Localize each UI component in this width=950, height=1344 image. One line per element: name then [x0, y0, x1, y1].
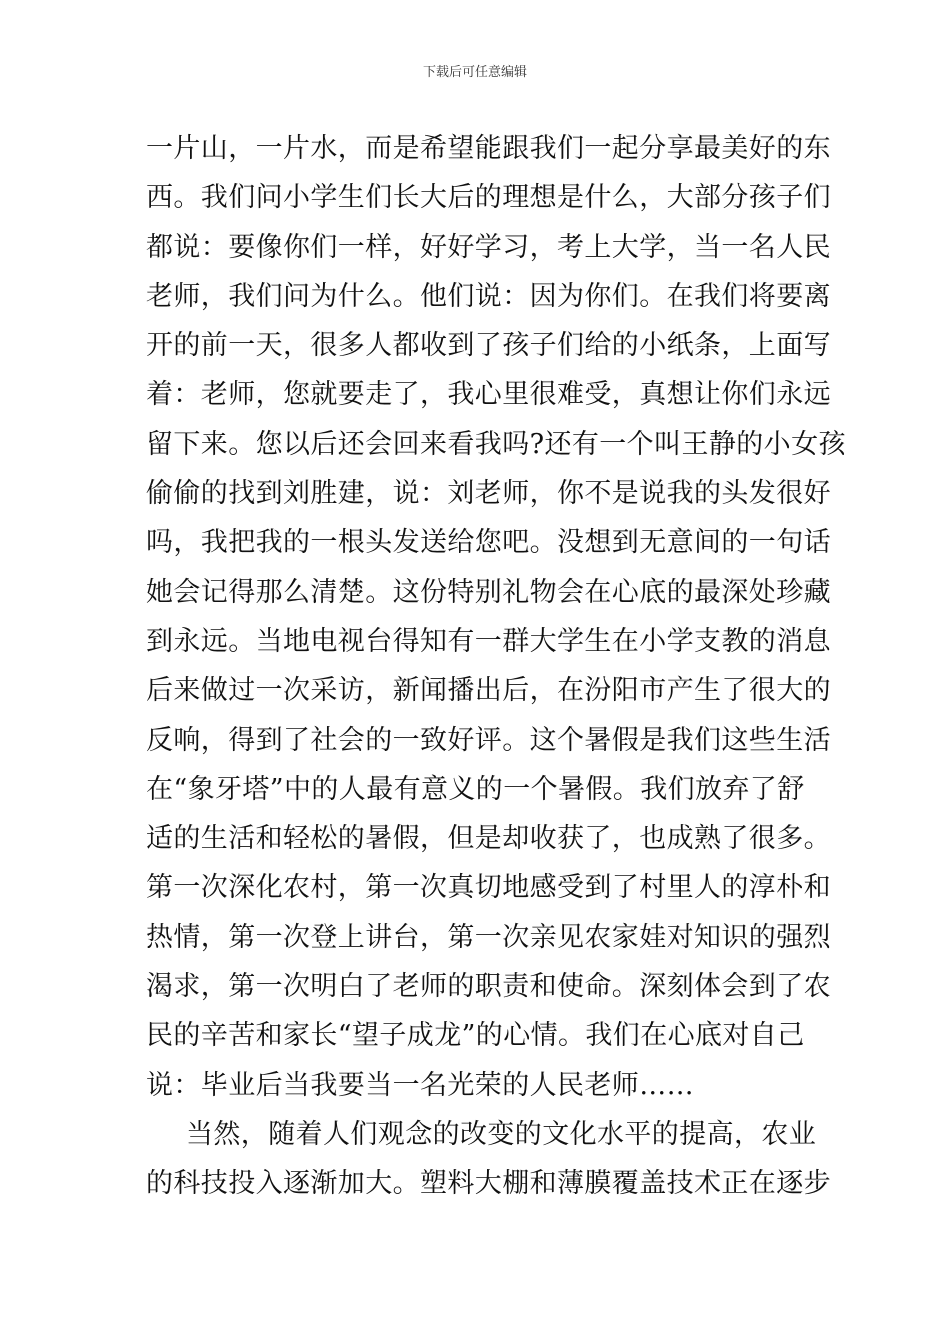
page-header-note: 下载后可任意编辑: [422, 65, 527, 80]
text-line: 着：老师，您就要走了，我心里很难受，真想让你们永远: [146, 379, 831, 411]
text-line: 一片山，一片水，而是希望能跟我们一起分享最美好的东: [146, 133, 831, 164]
text-line: 热情，第一次登上讲台，第一次亲见农家娃对知识的强烈: [146, 921, 831, 953]
text-line: 偷偷的找到刘胜建，说：刘老师，你不是说我的头发很好: [146, 478, 831, 510]
text-line: 适的生活和轻松的暑假，但是却收获了，也成熟了很多。: [146, 823, 831, 855]
text-line: 后来做过一次采访，新闻播出后，在汾阳市产生了很大的: [146, 675, 831, 707]
text-line: 西。我们问小学生们长大后的理想是什么，大部分孩子们: [146, 182, 831, 214]
text-line: 的科技投入逐渐加大。塑料大棚和薄膜覆盖技术正在逐步: [146, 1168, 831, 1200]
document-body: [146, 124, 846, 1209]
text-line: 渴求，第一次明白了老师的职责和使命。深刻体会到了农: [146, 971, 831, 1003]
text-line: 吗，我把我的一根头发送给您吧。没想到无意间的一句话: [146, 527, 831, 559]
text-line: 第一次深化农村，第一次真切地感受到了村里人的淳朴和: [146, 872, 831, 904]
text-line: 到永远。当地电视台得知有一群大学生在小学支教的消息: [146, 625, 831, 657]
text-line: 开的前一天，很多人都收到了孩子们给的小纸条，上面写: [146, 330, 831, 362]
text-line: 留下来。您以后还会回来看我吗?还有一个叫王静的小女孩: [146, 428, 846, 460]
paragraph-first-line: 当然，随着人们观念的改变的文化水平的提高，农业: [186, 1118, 817, 1150]
text-line: 民的辛苦和家长“望子成龙”的心情。我们在心底对自己: [146, 1020, 805, 1052]
text-line: 在“象牙塔”中的人最有意义的一个暑假。我们放弃了舒: [146, 773, 805, 805]
text-line: 说：毕业后当我要当一名光荣的人民老师……: [146, 1069, 694, 1101]
text-line: 她会记得那么清楚。这份特别礼物会在心底的最深处珍藏: [146, 576, 831, 608]
text-line: 反响，得到了社会的一致好评。这个暑假是我们这些生活: [146, 724, 831, 756]
text-line: 老师，我们问为什么。他们说：因为你们。在我们将要离: [146, 280, 831, 312]
text-line: 都说：要像你们一样，好好学习，考上大学，当一名人民: [146, 231, 831, 263]
